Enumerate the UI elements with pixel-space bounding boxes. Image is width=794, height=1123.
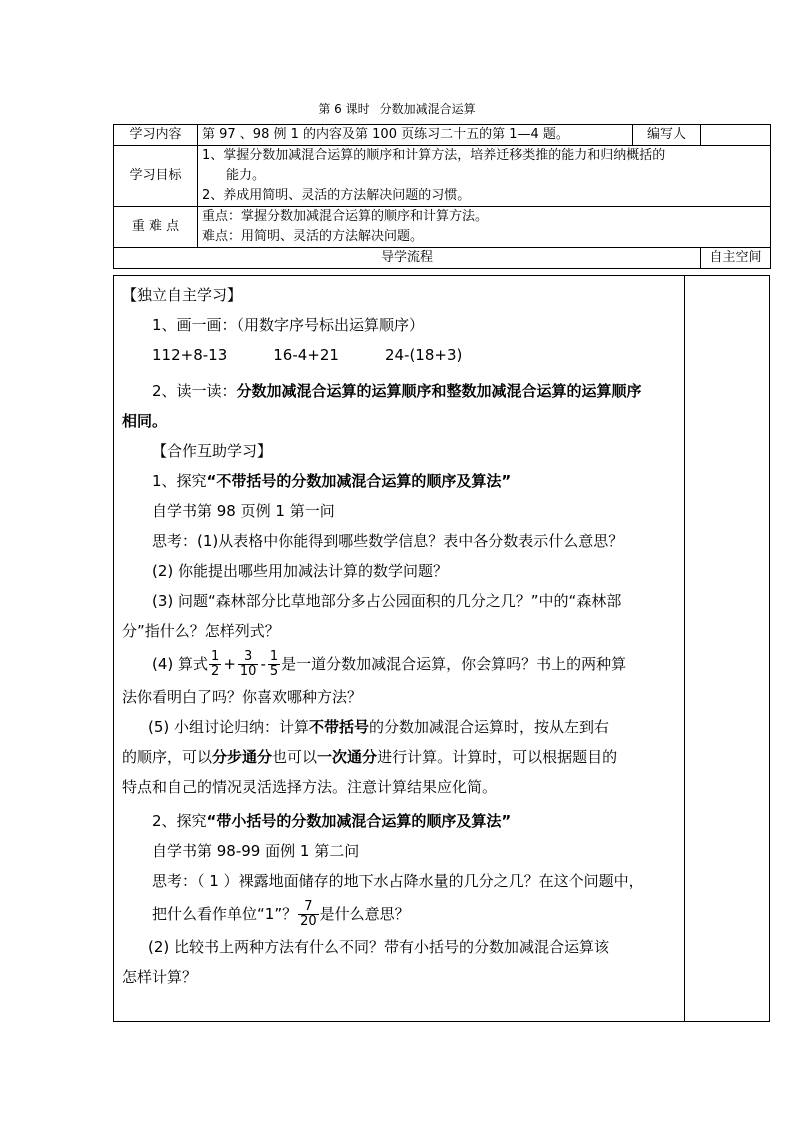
- key-cell: [198, 207, 771, 248]
- think-5-c: 的顺序，可以: [122, 748, 213, 766]
- goals-row: [114, 146, 771, 207]
- author-label: 编写人: [633, 125, 701, 146]
- goal-2: 2、养成用简明、灵活的方法解决问题的习惯。: [202, 188, 471, 203]
- goals-cell: [198, 146, 771, 207]
- question-2: (2) 比较书上两种方法有什么不同？带有小括号的分数加减混合运算该: [148, 938, 610, 956]
- draw-task: 1、画一画：（用数字序号标出运算顺序）: [152, 316, 425, 334]
- content-value: 第 97 、98 例 1 的内容及第 100 页练习二十五的第 1—4 题。: [198, 125, 633, 146]
- fraction-1: [209, 650, 221, 679]
- question-1: 思考：（ 1 ）裸露地面储存的地下水占降水量的几分之几？在这个问题中，: [152, 872, 644, 890]
- goal-1: 1、掌握分数加减混合运算的顺序和计算方法，培养迁移类推的能力和归纳概括的: [202, 148, 666, 163]
- think-4: [122, 646, 682, 682]
- think-5-end: 特点和自己的情况灵活选择方法。注意计算结果应化简。: [122, 778, 498, 796]
- think-4-prefix: (4) 算式: [152, 655, 209, 673]
- think-5-bold-1: 不带括号: [309, 718, 370, 736]
- operator-2: -: [260, 655, 266, 673]
- think-1: 思考：(1)从表格中你能得到哪些数学信息？表中各分数表示什么意思？: [152, 532, 624, 550]
- section-independent-title: 【独立自主学习】: [122, 286, 243, 304]
- think-4-cont: 法你看明白了吗？你喜欢哪种方法？: [122, 688, 363, 706]
- guide-flow-body: [113, 275, 770, 1022]
- think-3: (3) 问题“森林部分比草地部分多占公园面积的几分之几？”中的“森林部: [152, 592, 622, 610]
- fraction-3: [268, 650, 280, 679]
- fraction-4-num: 7: [298, 900, 319, 915]
- lesson-number: 第 6 课时: [318, 102, 370, 116]
- flow-header-row: [114, 248, 771, 269]
- fraction-2-den: 10: [239, 664, 257, 679]
- key-point: 重点：掌握分数加减混合运算的顺序和计算方法。: [202, 209, 489, 224]
- operator-1: +: [223, 655, 236, 673]
- selfstudy-2: 自学书第 98-99 面例 1 第二问: [152, 842, 360, 860]
- lesson-topic: 分数加减混合运算: [379, 102, 476, 116]
- selfstudy-1: 自学书第 98 页例 1 第一问: [152, 502, 335, 520]
- key-label: 重 难 点: [114, 207, 198, 248]
- explore-2-bold: “带小括号的分数加减混合运算的顺序及算法”: [206, 812, 512, 830]
- content-label: 学习内容: [114, 125, 198, 146]
- flow-header: 导学流程: [114, 248, 701, 269]
- think-5: [122, 712, 682, 742]
- column-divider: [684, 276, 685, 1021]
- question-1-prefix: 把什么看作单位“1”？: [152, 905, 298, 923]
- fraction-1-num: 1: [211, 649, 220, 664]
- read-task: [122, 376, 682, 406]
- fraction-3-num: 1: [269, 649, 279, 664]
- think-5-d: 也可以: [272, 748, 318, 766]
- think-5-bold-2: 分步通分: [212, 748, 273, 766]
- think-2: (2) 你能提出哪些用加减法计算的数学问题？: [152, 562, 449, 580]
- page-title: [0, 100, 794, 117]
- explore-1: [122, 466, 682, 496]
- fraction-1-den: 2: [211, 664, 220, 679]
- author-value: [701, 125, 771, 146]
- think-4-suffix: 是一道分数加减混合运算，你会算吗？书上的两种算: [281, 655, 627, 673]
- read-bold: 分数加减混合运算的运算顺序和整数加减混合运算的运算顺序: [236, 382, 642, 400]
- think-5-e: 进行计算。计算时，可以根据题目的: [377, 748, 618, 766]
- explore-2: [122, 806, 682, 836]
- guide-content: [122, 280, 682, 992]
- fraction-2-num: 3: [238, 650, 259, 665]
- question-1-suffix: 是什么意思？: [319, 905, 410, 923]
- expression-2: 16-4+21: [273, 346, 339, 364]
- explore-1-prefix: 1、探究: [152, 472, 207, 490]
- think-5-b: 的分数加减混合运算时，按从左到右: [369, 718, 610, 736]
- question-2-cont: 怎样计算？: [122, 968, 198, 986]
- read-prefix: 2、读一读：: [152, 382, 237, 400]
- key-row: [114, 207, 771, 248]
- expression-1: 112+8-13: [152, 346, 228, 364]
- difficult-point: 难点：用简明、灵活的方法解决问题。: [202, 229, 424, 244]
- explore-2-prefix: 2、探究: [152, 812, 207, 830]
- space-header: 自主空间: [701, 248, 771, 269]
- fraction-3-den: 5: [269, 664, 279, 679]
- think-3-cont: 分”指什么？怎样列式？: [122, 622, 280, 640]
- think-5-cont: [122, 742, 682, 772]
- think-5-a: (5) 小组讨论归纳：计算: [148, 718, 310, 736]
- fraction-4-den: 20: [300, 914, 317, 929]
- question-1-cont: [122, 896, 682, 932]
- fraction-4: [298, 900, 319, 929]
- fraction-2: [238, 650, 259, 679]
- goals-label: 学习目标: [114, 146, 198, 207]
- expressions-line: [122, 340, 682, 370]
- goal-1-cont: 能力。: [226, 168, 266, 183]
- think-5-bold-3: 一次通分: [317, 748, 378, 766]
- read-task-cont: 相同。: [122, 412, 168, 430]
- expression-3: 24-(18+3): [384, 346, 463, 364]
- explore-1-bold: “不带括号的分数加减混合运算的顺序及算法”: [206, 472, 512, 490]
- lesson-header-table: [113, 124, 771, 269]
- section-cooperative-title: 【合作互助学习】: [152, 442, 273, 460]
- content-row: [114, 125, 771, 146]
